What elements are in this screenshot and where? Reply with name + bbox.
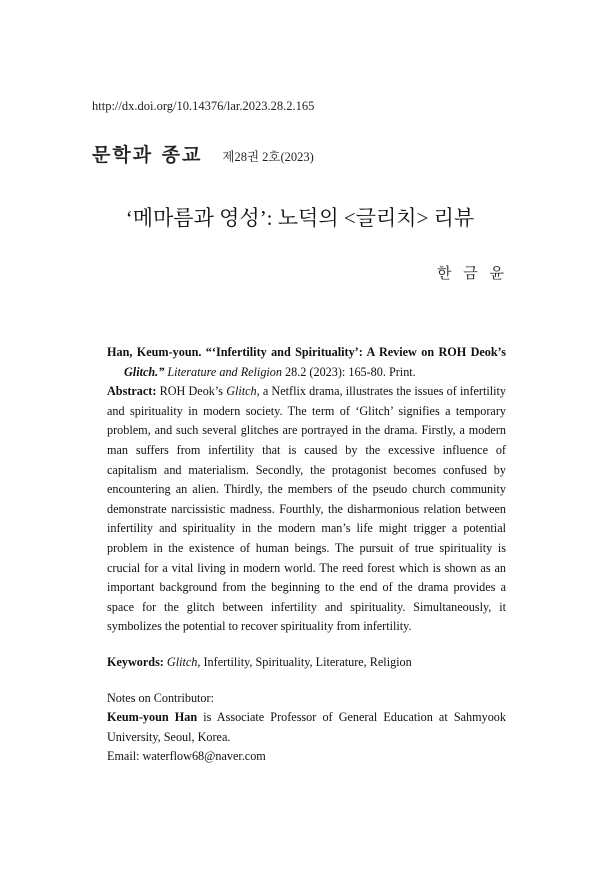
keywords-label: Keywords:	[107, 654, 164, 669]
citation-details: 28.2 (2023): 165-80. Print.	[285, 364, 416, 379]
abstract-label: Abstract:	[107, 384, 157, 399]
notes-heading: Notes on Contributor:	[107, 690, 214, 705]
author-name: 한 금 윤	[437, 266, 508, 282]
contributor-email: Email: waterflow68@naver.com	[107, 749, 266, 764]
notes-bio-line	[107, 708, 506, 747]
doi-link[interactable]: http://dx.doi.org/10.14376/lar.2023.28.2.165	[92, 99, 315, 113]
abstract-text: , a Netflix drama, illustrates the issues of infertility and spirituality in modern society. The term of ‘Glitch’ signifies a temporary problem, and such several glitches are portrayed in the drama. Firstly, a modern man suffers from infertility that is caused by the excessive influence of capitalism and materialism. Secondly, the protagonist becomes confused by encountering an alien. Thirdly, the members of the pseudo church community demonstrate narcissistic madness. Fourthly, the disharmonious relation between infertility and spirituality in the modern man’s life might trigger a potential problem in the existence of human beings. The pursuit of true spirituality is crucial for a vital living in modern world. The reed forest which is shown as an important background from the beginning to the end of the drama provides a space for the glitch between infertility and spirituality. Simultaneously, it symbolizes the potential to recover spirituality from infertility.	[107, 384, 507, 634]
journal-name: 문학과 종교	[92, 144, 203, 166]
paper-title: ‘메마름과 영성’: 노덕의 <글리치> 리뷰	[125, 206, 475, 230]
journal-header	[92, 140, 314, 167]
citation	[107, 343, 506, 382]
abstract-lead-title: Glitch	[226, 384, 257, 399]
keywords	[107, 653, 506, 673]
keyword-glitch: Glitch	[166, 654, 198, 669]
citation-journal: Literature and Religion	[167, 364, 282, 379]
contributor-name: Keum-youn Han	[107, 710, 198, 725]
journal-issue: 제28권 2호(2023)	[222, 150, 314, 164]
citation-line-2	[107, 363, 506, 383]
citation-title-part1: “‘Infertility and Spirituality’: A Review on ROH Deok’s	[205, 345, 507, 359]
citation-line-1	[107, 343, 506, 363]
citation-title-part2: Glitch.”	[124, 364, 165, 379]
citation-authors: Han, Keum-youn.	[107, 345, 202, 359]
abstract	[107, 382, 506, 637]
contributor-bio: is Associate Professor of General Education at Sahmyook University, Seoul, Korea.	[107, 710, 506, 744]
contributor-notes	[107, 689, 506, 767]
keywords-rest: , Infertility, Spirituality, Literature, Religion	[197, 654, 412, 669]
abstract-lead: ROH Deok’s	[159, 384, 224, 399]
english-abstract-section	[107, 343, 506, 767]
